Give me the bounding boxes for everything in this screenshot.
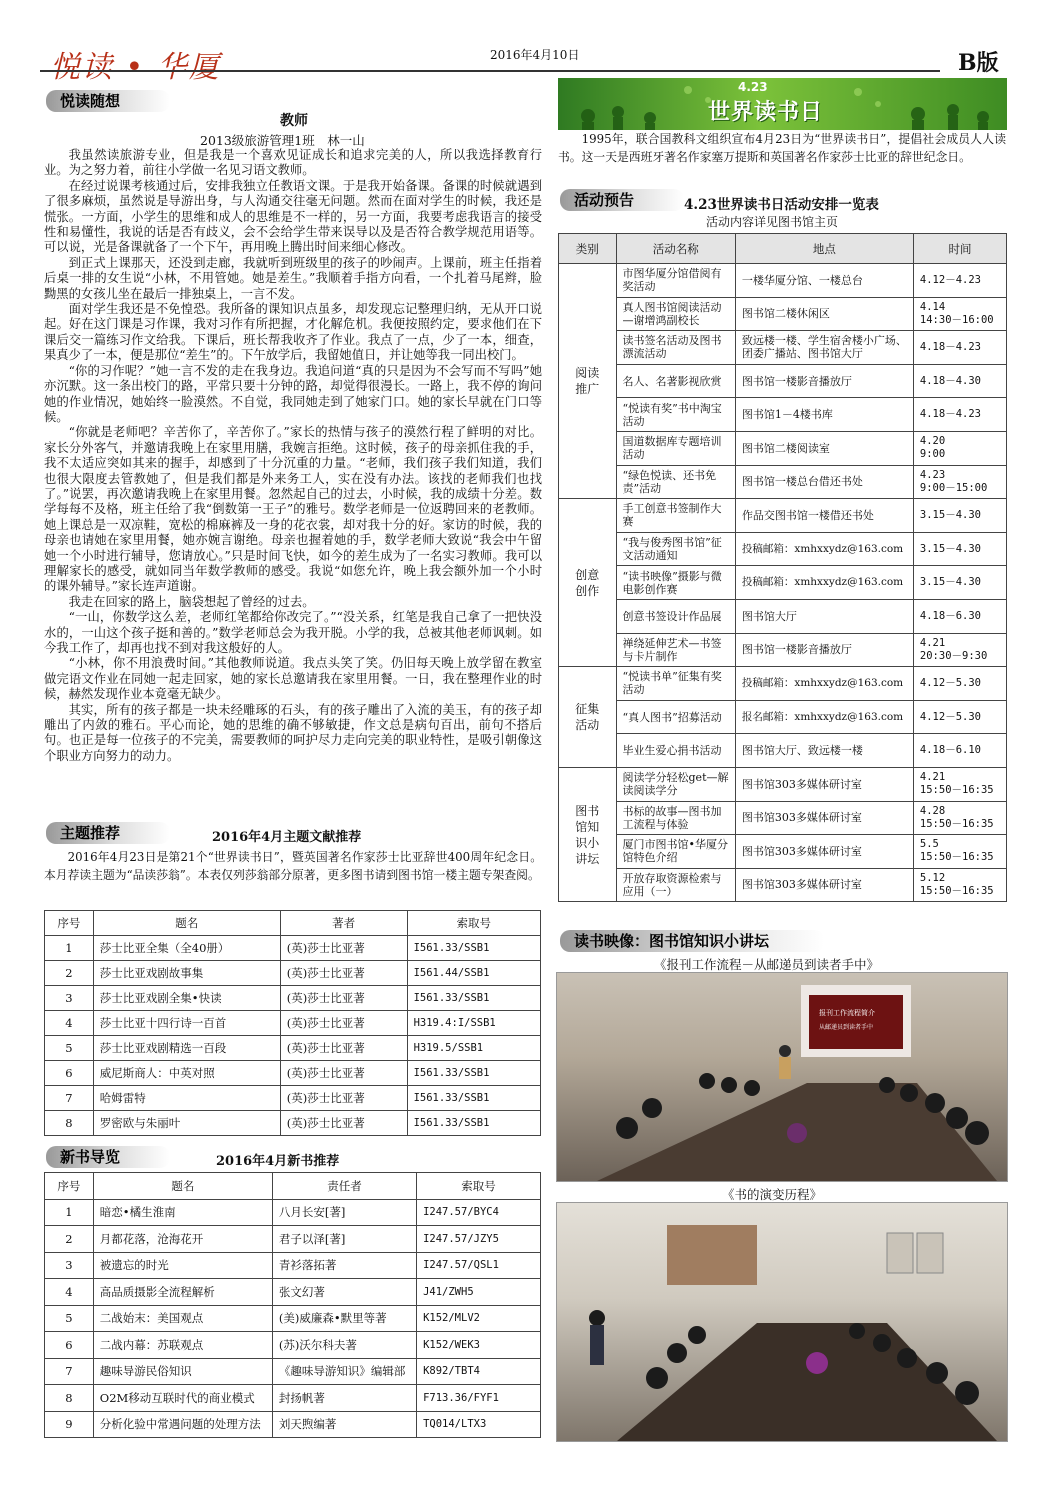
table-header-cell: 活动名称 xyxy=(616,234,735,264)
section-tag-newbooks: 新书导览 xyxy=(46,1146,170,1168)
event-category: 阅读推广 xyxy=(559,264,617,499)
events-table xyxy=(558,233,1007,902)
table-header-cell: 索取号 xyxy=(407,911,540,936)
event-cell: 3.15－4.30 xyxy=(913,499,1006,533)
table-cell: I247.57/QSL1 xyxy=(417,1252,541,1279)
essay-paragraph: 我走在回家的路上，脑袋想起了曾经的过去。 xyxy=(68,594,315,609)
table-cell: 八月长安[著] xyxy=(272,1199,416,1226)
event-cell: 厦门市图书馆•华厦分馆特色介绍 xyxy=(616,835,735,869)
event-cell: 国道数据库专题培训活动 xyxy=(616,431,735,465)
table-cell: 5 xyxy=(45,1036,94,1061)
table-cell: 2 xyxy=(45,1226,94,1253)
event-cell: “我与俊秀图书馆”征文活动通知 xyxy=(616,532,735,566)
table-header-row xyxy=(559,234,1007,264)
essay-paragraph: 其实，所有的孩子都是一块未经雕琢的石头，有的孩子雕出了入流的美玉，有的孩子却雕出了内敛的雅石。平心而论，她的思维的确不够敏捷，作文总是病句百出，前句不搭后句。也正是每一位孩子的不完美，需要教师的呵护尽力走向完美的职业特性，是吸引朝像这个职业方向努力的动力。 xyxy=(44,702,542,763)
world-book-day-banner xyxy=(558,78,1007,130)
table-cell: 哈姆雷特 xyxy=(93,1086,280,1111)
section-tag-events: 活动预告 xyxy=(560,189,684,211)
table-cell: I561.33/SSB1 xyxy=(407,1061,540,1086)
table-cell: 6 xyxy=(45,1061,94,1086)
table-row xyxy=(45,1279,541,1306)
event-row xyxy=(559,297,1007,331)
event-row xyxy=(559,667,1007,701)
table-cell: 4 xyxy=(45,1279,94,1306)
theme-title: 2016年4月主题文献推荐 xyxy=(212,830,362,845)
table-header-cell: 责任者 xyxy=(272,1173,416,1200)
lecture-photo-2-scene xyxy=(557,1203,1007,1441)
event-cell: 图书馆1－4楼书库 xyxy=(735,398,913,432)
essay-byline: 2013级旅游管理1班 林一山 xyxy=(200,133,365,148)
table-cell: K152/WEK3 xyxy=(417,1332,541,1359)
event-cell: 书标的故事—图书加工流程与体验 xyxy=(616,801,735,835)
table-header-cell: 时间 xyxy=(913,234,1006,264)
event-cell: 5.5 15:50－16:35 xyxy=(913,835,1006,869)
table-cell: (英)莎士比亚著 xyxy=(280,1036,407,1061)
table-cell: (英)莎士比亚著 xyxy=(280,961,407,986)
table-cell: 罗密欧与朱丽叶 xyxy=(93,1111,280,1136)
lecture-photo-1 xyxy=(556,972,1008,1182)
table-cell: (苏)沃尔科夫著 xyxy=(272,1332,416,1359)
table-row xyxy=(45,1411,541,1438)
event-cell: 4.23 9:00－15:00 xyxy=(913,465,1006,499)
event-cell: “读书映像”摄影与微电影创作赛 xyxy=(616,566,735,600)
theme-table xyxy=(44,910,541,1136)
table-cell: 5 xyxy=(45,1305,94,1332)
table-cell: (英)莎士比亚著 xyxy=(280,936,407,961)
essay-paragraph: “一山，你数学这么差，老师红笔都给你改完了。”“没关系，红笔是我自己拿了一把快没水的，一山这个孩子挺和善的。”数学老师总会为我开脱。小学的我，总被其他老师讽刺。如今我工作了，却再也找不到对我这般好的人。 xyxy=(44,610,542,655)
table-row xyxy=(45,1332,541,1359)
event-cell: 4.14 14:30－16:00 xyxy=(913,297,1006,331)
table-cell: 莎士比亚全集（全40册） xyxy=(93,936,280,961)
event-row xyxy=(559,734,1007,768)
event-cell: 市图华厦分馆借阅有奖活动 xyxy=(616,264,735,298)
table-header-cell: 地点 xyxy=(735,234,913,264)
table-cell: 月都花落，沧海花开 xyxy=(93,1226,272,1253)
table-row xyxy=(45,936,541,961)
table-cell: K892/TBT4 xyxy=(417,1358,541,1385)
essay-title: 教师 xyxy=(280,113,308,129)
event-category: 征集活动 xyxy=(559,667,617,768)
table-cell: 君子以泽[著] xyxy=(272,1226,416,1253)
event-cell: 毕业生爱心捐书活动 xyxy=(616,734,735,768)
event-row xyxy=(559,767,1007,801)
event-row xyxy=(559,264,1007,298)
event-cell: 5.12 15:50－16:35 xyxy=(913,868,1006,902)
table-cell: 《趣味导游知识》编辑部 xyxy=(272,1358,416,1385)
event-cell: 4.12－5.30 xyxy=(913,667,1006,701)
event-category: 图书馆知识小讲坛 xyxy=(559,767,617,901)
event-cell: 4.21 20:30－9:30 xyxy=(913,633,1006,667)
event-row xyxy=(559,633,1007,667)
table-cell: 3 xyxy=(45,1252,94,1279)
event-cell: 禅绕延伸艺术—书签与卡片制作 xyxy=(616,633,735,667)
event-cell: 图书馆一楼总台借还书处 xyxy=(735,465,913,499)
event-cell: 4.12－5.30 xyxy=(913,700,1006,734)
event-cell: 3.15－4.30 xyxy=(913,566,1006,600)
slide-subtitle-1: 从邮递员到读者手中 xyxy=(819,1025,874,1031)
table-cell: 8 xyxy=(45,1385,94,1412)
table-cell: 被遗忘的时光 xyxy=(93,1252,272,1279)
essay-paragraph: 面对学生我还是不免惶恐。我所备的课知识点虽多，却发现忘记整理归纳，无从开口说起。好在这门课是习作课，我对习作有所把握，才化解危机。我便按照约定，要求他们在下课后交一篇练习作文给我。下课后，班长帮我收齐了作业。我点了一点，少了一本，细查，果真少了一本，便是那位“差生”的。下午放学后，我留她值日，并让她等我一同出校门。 xyxy=(44,302,542,363)
table-cell: H319.4:I/SSB1 xyxy=(407,1011,540,1036)
page-label: B版 xyxy=(958,50,999,76)
table-cell: 二战始末：美国观点 xyxy=(93,1305,272,1332)
table-cell: 青衫落拓著 xyxy=(272,1252,416,1279)
event-row xyxy=(559,532,1007,566)
lecture-photo-2 xyxy=(556,1202,1008,1442)
event-cell: 名人、名著影视欣赏 xyxy=(616,364,735,398)
event-cell: 作品交图书馆一楼借还书处 xyxy=(735,499,913,533)
event-row xyxy=(559,868,1007,902)
table-row xyxy=(45,1086,541,1111)
event-cell: 4.21 15:50－16:35 xyxy=(913,767,1006,801)
essay-paragraph: “小林，你不用浪费时间。”其他教师说道。我点头笑了笑。仍旧每天晚上放学留在教室做完语文作业在同她一起走回家，她的家长总邀请我在家里用餐。一日，我在整理作业的时候，赫然发现作业本竟毫无缺少。 xyxy=(44,656,542,702)
event-cell: “悦读书单”征集有奖活动 xyxy=(616,667,735,701)
event-cell: 4.18－6.30 xyxy=(913,599,1006,633)
table-cell: 莎士比亚十四行诗一百首 xyxy=(93,1011,280,1036)
event-cell: 图书馆二楼休闲区 xyxy=(735,297,913,331)
event-cell: “悦读有奖”书中淘宝活动 xyxy=(616,398,735,432)
table-row xyxy=(45,1011,541,1036)
event-cell: 图书馆二楼阅读室 xyxy=(735,431,913,465)
event-category: 创意创作 xyxy=(559,499,617,667)
section-tag-reading: 悦读随想 xyxy=(46,90,170,112)
table-cell: 莎士比亚戏剧全集•快读 xyxy=(93,986,280,1011)
table-header-row xyxy=(45,911,541,936)
table-header-cell: 题名 xyxy=(93,911,280,936)
event-row xyxy=(559,801,1007,835)
event-cell: 致远楼一楼、学生宿舍楼小广场、团委广播站、图书馆大厅 xyxy=(735,331,913,365)
table-cell: K152/MLV2 xyxy=(417,1305,541,1332)
essay-paragraph: 在经过说课考核通过后，安排我独立任教语文课。于是我开始备课。备课的时候就遇到了很多麻烦，虽然说是导游出身，与人沟通交往毫无问题。然而在面对学生的时候，我还是慌张。一方面，小学生的思维和成人的思维是不一样的，另一方面，我要考虑我语言的接受性和易懂性，我说的话是否有歧义，会不会给学生带来误导以及是否符合教学规范用语等。可以说，光是备课就备了一个下午，再用晚上腾出时间来细心修改。 xyxy=(44,178,542,255)
event-row xyxy=(559,566,1007,600)
event-cell: 读书签名活动及图书漂流活动 xyxy=(616,331,735,365)
table-cell: (英)莎士比亚著 xyxy=(280,1086,407,1111)
table-cell: 7 xyxy=(45,1358,94,1385)
event-cell: 图书馆303多媒体研讨室 xyxy=(735,835,913,869)
table-cell: I561.33/SSB1 xyxy=(407,986,540,1011)
events-subtitle: 活动内容详见图书馆主页 xyxy=(706,215,839,229)
event-cell: 投稿邮箱：xmhxxydz@163.com xyxy=(735,532,913,566)
table-header-cell: 类别 xyxy=(559,234,617,264)
event-cell: 手工创意书签制作大赛 xyxy=(616,499,735,533)
event-cell: 图书馆大厅、致远楼一楼 xyxy=(735,734,913,768)
table-cell: 张文幻著 xyxy=(272,1279,416,1306)
table-row xyxy=(45,1061,541,1086)
table-cell: I561.33/SSB1 xyxy=(407,1086,540,1111)
essay-body xyxy=(44,148,542,808)
table-cell: O2M移动互联时代的商业模式 xyxy=(93,1385,272,1412)
table-cell: 暗恋•橘生淮南 xyxy=(93,1199,272,1226)
newbooks-title: 2016年4月新书推荐 xyxy=(216,1154,340,1169)
event-row xyxy=(559,499,1007,533)
table-cell: J41/ZWH5 xyxy=(417,1279,541,1306)
masthead-logo: 悦读 • 华厦 xyxy=(50,50,221,85)
slide-title-1: 报刊工作流程简介 xyxy=(819,1010,875,1017)
event-cell: 图书馆303多媒体研讨室 xyxy=(735,868,913,902)
event-row xyxy=(559,599,1007,633)
table-row xyxy=(45,1111,541,1136)
table-cell: 8 xyxy=(45,1111,94,1136)
event-cell: 真人图书馆阅读活动—谢增鸿副校长 xyxy=(616,297,735,331)
table-header-row xyxy=(45,1173,541,1200)
table-cell: 7 xyxy=(45,1086,94,1111)
table-cell: I561.44/SSB1 xyxy=(407,961,540,986)
table-cell: (英)莎士比亚著 xyxy=(280,986,407,1011)
issue-date: 2016年4月10日 xyxy=(490,48,580,62)
event-cell: 4.18－6.10 xyxy=(913,734,1006,768)
events-title: 4.23世界读书日活动安排一览表 xyxy=(684,197,879,213)
newbooks-table xyxy=(44,1172,541,1438)
event-cell: 4.18－4.23 xyxy=(913,398,1006,432)
lecture-photo-1-scene xyxy=(557,973,1007,1181)
essay-paragraph: “你的习作呢？”她一言不发的走在我身边。我追问道“真的只是因为不会写而不写吗”她亦沉默。这一条出校门的路，平常只要十分钟的路，却觉得很漫长。一路上，我不停的询问她的作业情况，她始终一脸漠然。不自觉，我同她走到了她家门口。她的家长早就在门口等候。 xyxy=(44,363,542,424)
table-row xyxy=(45,1305,541,1332)
table-row xyxy=(45,1199,541,1226)
table-row xyxy=(45,986,541,1011)
table-cell: 二战内幕：苏联观点 xyxy=(93,1332,272,1359)
table-row xyxy=(45,1358,541,1385)
table-cell: 莎士比亚戏剧故事集 xyxy=(93,961,280,986)
table-header-cell: 著者 xyxy=(280,911,407,936)
table-cell: I561.33/SSB1 xyxy=(407,936,540,961)
event-cell: 图书馆303多媒体研讨室 xyxy=(735,801,913,835)
table-header-cell: 序号 xyxy=(45,911,94,936)
event-cell: 4.18－4.30 xyxy=(913,364,1006,398)
table-cell: TQ014/LTX3 xyxy=(417,1411,541,1438)
table-cell: (英)莎士比亚著 xyxy=(280,1061,407,1086)
table-cell: 4 xyxy=(45,1011,94,1036)
event-row xyxy=(559,465,1007,499)
table-header-cell: 序号 xyxy=(45,1173,94,1200)
event-cell: 创意书签设计作品展 xyxy=(616,599,735,633)
table-row xyxy=(45,961,541,986)
table-cell: I247.57/JZY5 xyxy=(417,1226,541,1253)
event-cell: 3.15－4.30 xyxy=(913,532,1006,566)
event-row xyxy=(559,431,1007,465)
event-row xyxy=(559,700,1007,734)
essay-paragraph: “你就是老师吧？辛苦你了，辛苦你了。”家长的热情与孩子的漠然行程了鲜明的对比。家长分外客气，并邀请我晚上在家里用膳，我婉言拒绝。这时候，孩子的母亲抓住我的手，我不太适应突如其来的握手，却感到了十分沉重的力量。“老师，我们孩子我们知道，我们也很大限度去管教她了，但是我们都是外来务工人，实在没有办法。该找的老师我们也找了。”说罢，再次邀请我晚上在家里用餐。忽然起自己的过去，小时候，我的成绩十分差。数学每每不及格，班主任给了我“倒数第一王子”的雅号。数学老师是一位返聘回来的老教师。她上课总是一双凉鞋，宽松的棉麻裤及一身的花衣裳，却对我十分的好。家访的时候，我的母亲也请她在家里用餐，她亦婉言谢绝。母亲也握着她的手，数学老师大致说“我会中午留她一个小时进行辅导，您请放心。”只是时间飞快，如今的差生成为了一名实习教师。我可以理解家长的感受，就如同当年数学教师的感受。我说“如您允许，晚上我会额外加一个小时的课外辅导。”家长连声道谢。 xyxy=(44,425,542,594)
table-cell: 2 xyxy=(45,961,94,986)
event-cell: 开放存取资源检索与应用（一） xyxy=(616,868,735,902)
table-cell: (英)莎士比亚著 xyxy=(280,1111,407,1136)
table-cell: 6 xyxy=(45,1332,94,1359)
event-cell: “真人图书”招募活动 xyxy=(616,700,735,734)
table-cell: H319.5/SSB1 xyxy=(407,1036,540,1061)
table-cell: 1 xyxy=(45,1199,94,1226)
photo-caption-1: 《报刊工作流程－从邮递员到读者手中》 xyxy=(654,957,880,972)
masthead-rule xyxy=(40,70,940,72)
theme-intro: 2016年4月23日是第21个“世界读书日”，暨英国著名作家莎士比亚辞世400周年纪念日。本月荐读主题为“品读莎翁”。本表仅列莎翁部分原著，更多图书请到图书馆一楼主题专架查阅。 xyxy=(44,850,542,882)
essay-paragraph: 我虽然读旅游专业，但是我是一个喜欢见证成长和追求完美的人，所以我选择教育行业。为之努力着，前往小学做一名见习语文教师。 xyxy=(44,148,542,178)
table-cell: 威尼斯商人：中英对照 xyxy=(93,1061,280,1086)
table-cell: 刘天煦编著 xyxy=(272,1411,416,1438)
table-cell: F713.36/FYF1 xyxy=(417,1385,541,1412)
event-cell: 投稿邮箱：xmhxxydz@163.com xyxy=(735,667,913,701)
table-cell: I247.57/BYC4 xyxy=(417,1199,541,1226)
table-cell: 莎士比亚戏剧精选一百段 xyxy=(93,1036,280,1061)
table-cell: (英)莎士比亚著 xyxy=(280,1011,407,1036)
event-cell: 图书馆一楼影音播放厅 xyxy=(735,633,913,667)
table-cell: 趣味导游民俗知识 xyxy=(93,1358,272,1385)
event-row xyxy=(559,398,1007,432)
table-row xyxy=(45,1226,541,1253)
event-cell: 图书馆大厅 xyxy=(735,599,913,633)
event-cell: 投稿邮箱：xmhxxydz@163.com xyxy=(735,566,913,600)
table-cell: 1 xyxy=(45,936,94,961)
banner-text: 世界读书日 xyxy=(708,100,824,125)
world-book-day-intro: 1995年，联合国教科文组织宣布4月23日为“世界读书日”，提倡社会成员人人读书。这一天是西班牙著名作家塞万提斯和英国著名作家莎士比亚的辞世纪念日。 xyxy=(558,132,1006,164)
table-cell: (美)威廉森•默里等著 xyxy=(272,1305,416,1332)
table-cell: 分析化验中常遇问题的处理方法 xyxy=(93,1411,272,1438)
table-row xyxy=(45,1385,541,1412)
table-row xyxy=(45,1252,541,1279)
event-cell: 4.12－4.23 xyxy=(913,264,1006,298)
table-cell: 封扬帆著 xyxy=(272,1385,416,1412)
event-row xyxy=(559,364,1007,398)
event-cell: 报名邮箱：xmhxxydz@163.com xyxy=(735,700,913,734)
event-cell: 图书馆303多媒体研讨室 xyxy=(735,767,913,801)
event-row xyxy=(559,331,1007,365)
table-cell: 3 xyxy=(45,986,94,1011)
event-row xyxy=(559,835,1007,869)
event-cell: 一楼华厦分馆、一楼总台 xyxy=(735,264,913,298)
table-row xyxy=(45,1036,541,1061)
event-cell: 阅读学分轻松get—解读阅读学分 xyxy=(616,767,735,801)
event-cell: 4.18－4.23 xyxy=(913,331,1006,365)
event-cell: 4.28 15:50－16:35 xyxy=(913,801,1006,835)
table-header-cell: 题名 xyxy=(93,1173,272,1200)
event-cell: 4.20 9:00 xyxy=(913,431,1006,465)
photo-caption-2: 《书的演变历程》 xyxy=(722,1187,823,1202)
banner-date: 4.23 xyxy=(738,80,768,94)
table-header-cell: 索取号 xyxy=(417,1173,541,1200)
section-tag-photos: 读书映像：图书馆知识小讲坛 xyxy=(560,930,824,952)
table-cell: 9 xyxy=(45,1411,94,1438)
event-cell: 图书馆一楼影音播放厅 xyxy=(735,364,913,398)
essay-paragraph: 到正式上课那天，还没到走廊，我就听到班级里的孩子的吵闹声。上课前，班主任指着后桌一排的女生说“小林，不用管她。她是差生。”我顺着手指方向看，一个扎着马尾辫，脸黝黑的女孩儿坐在最后一排独桌上，一言不发。 xyxy=(44,255,542,301)
event-cell: “绿色悦读、还书免责”活动 xyxy=(616,465,735,499)
table-cell: I561.33/SSB1 xyxy=(407,1111,540,1136)
table-cell: 高品质摄影全流程解析 xyxy=(93,1279,272,1306)
section-tag-theme: 主题推荐 xyxy=(46,822,170,844)
